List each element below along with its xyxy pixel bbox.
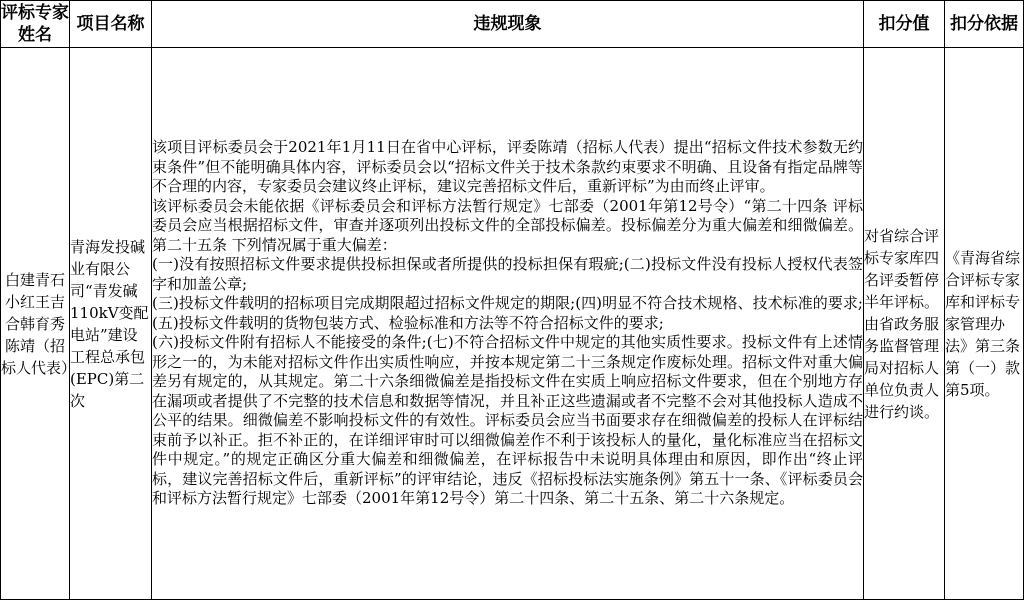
table-header-row — [1, 1, 1024, 48]
violation-paragraph: (一)没有按照招标文件要求提供投标担保或者所提供的投标担保有瑕疵;(二)投标文件没有投标人授权代表签字和加盖公章; — [152, 255, 863, 293]
deduction-cell: 对省综合评标专家库四名评委暂停半年评标。由省政务服务监督管理局对招标人单位负责人进行约谈。 — [864, 48, 945, 600]
header-project-name: 项目名称 — [70, 1, 152, 48]
basis-cell: 《青海省综合评标专家库和评标专家管理办法》第三条第（一）款第5项。 — [945, 48, 1024, 600]
header-basis: 扣分依据 — [945, 1, 1024, 48]
header-deduction: 扣分值 — [864, 1, 945, 48]
violation-description-cell — [152, 48, 864, 600]
violation-paragraph: (六)投标文件附有招标人不能接受的条件;(七)不符合招标文件中规定的其他实质性要求。投标文件有上述情形之一的，为未能对招标文件作出实质性响应，并按本规定第二十三条规定作废标处理。招标文件对重大偏差另有规定的，从其规定。第二十六条细微偏差是指投标文件在实质上响应招标文件要求，但在个别地方存在漏项或者提供了不完整的技术信息和数据等情况，并且补正这些遗漏或者不完整不会对其他投标人造成不公平的结果。细微偏差不影响投标文件的有效性。评标委员会应当书面要求存在细微偏差的投标人在评标结束前予以补正。拒不补正的，在详细评审时可以细微偏差作不利于该投标人的量化，量化标准应当在招标文件中规定。”的规定正确区分重大偏差和细微偏差，在评标报告中未说明具体理由和原因，即作出“终止评标，建议完善招标文件后，重新评标”的评审结论，违反《招标投标法实施条例》第五十一条、《评标委员会和评标方法暂行规定》七部委（2001年第12号令）第二十四条、第二十五条、第二十六条规定。 — [152, 333, 863, 508]
table-row — [1, 48, 1024, 600]
expert-names-cell: 白建青石小红王吉合韩育秀陈靖（招标人代表） — [1, 48, 70, 600]
violation-paragraph: (三)投标文件载明的招标项目完成期限超过招标文件规定的期限;(四)明显不符合技术规格、技术标准的要求;(五)投标文件载明的货物包装方式、检验标准和方法等不符合招标文件的要求; — [152, 294, 863, 332]
violation-paragraph: 该评标委员会未能依据《评标委员会和评标方法暂行规定》七部委（2001年第12号令）“第二十四条 评标委员会应当根据招标文件，审查并逐项列出投标文件的全部投标偏差。投标偏差分为重大偏差和细微偏差。第二十五条 下列情况属于重大偏差： — [152, 196, 863, 254]
project-name-cell: 青海发投碱业有限公司“青发碱110kV变配电站”建设工程总承包(EPC)第二次 — [70, 48, 152, 600]
header-expert-name: 评标专家姓名 — [1, 1, 70, 48]
header-violation: 违规现象 — [152, 1, 864, 48]
violation-paragraph: 该项目评标委员会于2021年1月11日在省中心评标，评委陈靖（招标人代表）提出“招标文件技术参数无约束条件”但不能明确具体内容，评标委员会以“招标文件关于技术条款约束要求不明确、且设备有指定品牌等不合理的内容，专家委员会建议终止评标，建议完善招标文件后，重新评标”为由而终止评审。 — [152, 138, 863, 196]
